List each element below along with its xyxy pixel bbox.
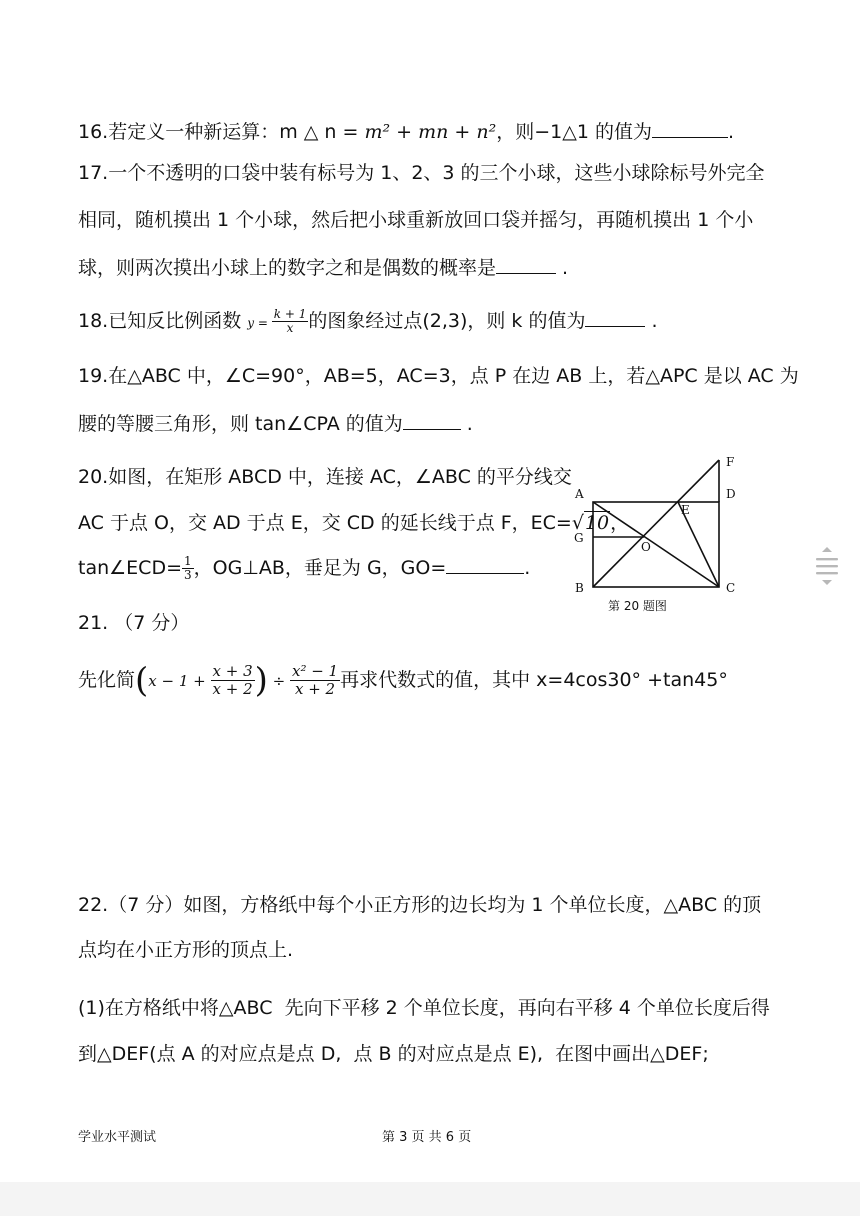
label-d: D xyxy=(726,487,736,501)
question-19-line-2 xyxy=(78,409,473,436)
q20-figure xyxy=(560,452,750,618)
q21-divide: ÷ xyxy=(267,672,290,690)
q21-x-minus-1: x − 1 + xyxy=(148,672,211,690)
q18-prefix: 18.已知反比例函数 xyxy=(78,310,248,332)
q19-text-2: 腰的等腰三角形，则 tan∠CPA 的值为 xyxy=(78,413,403,435)
question-21-body xyxy=(78,660,728,701)
question-22-line-2 xyxy=(78,938,293,962)
q21-frac2-num: x² − 1 xyxy=(291,662,339,680)
question-22-line-4 xyxy=(78,1042,709,1066)
question-19-line-1 xyxy=(78,364,799,388)
q21-suffix: 再求代数式的值，其中 x=4cos30° +tan45° xyxy=(340,669,728,691)
q18-end: . xyxy=(645,310,658,332)
q20-text-2-end: ， xyxy=(610,512,630,534)
q18-fraction xyxy=(272,308,309,335)
footer-page-number: 第 3 页 共 6 页 xyxy=(382,1130,472,1145)
q20-end: . xyxy=(524,557,531,579)
q19-answer-blank xyxy=(403,409,461,430)
figure-caption: 第 20 题图 xyxy=(608,599,667,613)
label-b: B xyxy=(575,581,584,595)
q19-end: . xyxy=(460,413,473,435)
q17-text-3: 球，则两次摸出小球上的数字之和是偶数的概率是 xyxy=(78,257,497,279)
q22-text-2: 点均在小正方形的顶点上. xyxy=(78,939,294,961)
q16-prefix: 16.若定义一种新运算：m △ n = xyxy=(78,121,365,143)
label-o: O xyxy=(641,540,651,554)
q22-text-3: (1)在方格纸中将△ABC 先向下平移 2 个单位长度，再向右平移 4 个单位长度后得 xyxy=(78,997,770,1019)
q22-text-4: 到△DEF(点 A 的对应点是点 D, 点 B 的对应点是点 E), 在图中画出△DEF; xyxy=(78,1043,709,1065)
label-a: A xyxy=(575,487,584,501)
q21-right-paren: ) xyxy=(254,660,268,701)
q18-frac-den: x xyxy=(286,321,294,335)
q20-text-2: AC 于点 O，交 AD 于点 E，交 CD 的延长线于点 F，EC= xyxy=(78,512,572,534)
label-e: E xyxy=(681,503,690,517)
q21-prefix: 先化简 xyxy=(78,669,136,691)
question-20-line-1 xyxy=(78,465,572,489)
bisector-bf xyxy=(593,460,719,587)
q18-frac-num: k + 1 xyxy=(273,307,307,321)
question-18 xyxy=(78,306,658,338)
label-g: G xyxy=(574,531,584,545)
q21-frac1-den: x + 2 xyxy=(212,680,253,698)
q21-header: 21. （7 分） xyxy=(78,612,190,634)
question-20-line-3 xyxy=(78,553,530,583)
footer-left: 学业水平测试 xyxy=(78,1130,157,1145)
question-21-header xyxy=(78,611,189,635)
scroll-handle-icon[interactable] xyxy=(813,545,841,587)
question-22-line-3 xyxy=(78,996,770,1020)
q20-text-3: ，OG⊥AB，垂足为 G，GO= xyxy=(193,557,447,579)
q20-radicand: 10 xyxy=(584,512,610,534)
q16-suffix: ，则−1△1 的值为 xyxy=(496,121,652,143)
q21-frac1-num: x + 3 xyxy=(212,662,253,680)
q18-answer-blank xyxy=(585,306,645,327)
q19-text-1: 19.在△ABC 中，∠C=90°，AB=5，AC=3，点 P 在边 AB 上，若△APC 是以 AC 为 xyxy=(78,365,799,387)
q20-frac-den: 3 xyxy=(184,568,192,582)
q17-end: . xyxy=(556,257,569,279)
q17-text-2: 相同，随机摸出 1 个小球，然后把小球重新放回口袋并摇匀，再随机摸出 1 个小 xyxy=(78,209,754,231)
question-17-line-3 xyxy=(78,253,568,280)
q16-formula: m² + mn + n² xyxy=(364,121,497,143)
q17-text-1: 17.一个不透明的口袋中装有标号为 1、2、3 的三个小球，这些小球除标号外完全 xyxy=(78,162,765,184)
question-20-line-2 xyxy=(78,511,629,535)
page-bottom-edge xyxy=(0,1182,860,1216)
q20-fraction xyxy=(182,555,194,582)
label-f: F xyxy=(726,455,735,469)
q22-text-1: 22.（7 分）如图，方格纸中每个小正方形的边长均为 1 个单位长度，△ABC 的顶 xyxy=(78,894,762,916)
q20-text-1: 20.如图，在矩形 ABCD 中，连接 AC，∠ABC 的平分线交 xyxy=(78,466,572,488)
q21-fraction-2 xyxy=(290,663,340,698)
q18-suffix: 的图象经过点(2,3)，则 k 的值为 xyxy=(308,310,586,332)
label-c: C xyxy=(726,581,736,595)
q21-fraction-1 xyxy=(211,663,255,698)
q20-sqrt: √10 xyxy=(571,512,610,534)
q20-frac-num: 1 xyxy=(184,554,192,568)
q20-answer-blank xyxy=(446,553,524,574)
q16-end: . xyxy=(727,121,735,143)
q18-y-eq: y = xyxy=(247,316,272,330)
q20-tan-label: tan∠ECD= xyxy=(78,557,182,579)
q21-left-paren: ( xyxy=(135,660,149,701)
question-17-line-1 xyxy=(78,161,765,185)
q16-answer-blank xyxy=(652,117,728,138)
diagonal-ac xyxy=(593,502,719,587)
question-17-line-2 xyxy=(78,208,753,232)
q17-answer-blank xyxy=(496,253,556,274)
q21-frac2-den: x + 2 xyxy=(294,680,336,698)
question-22-line-1 xyxy=(78,893,761,917)
question-16 xyxy=(78,117,734,144)
